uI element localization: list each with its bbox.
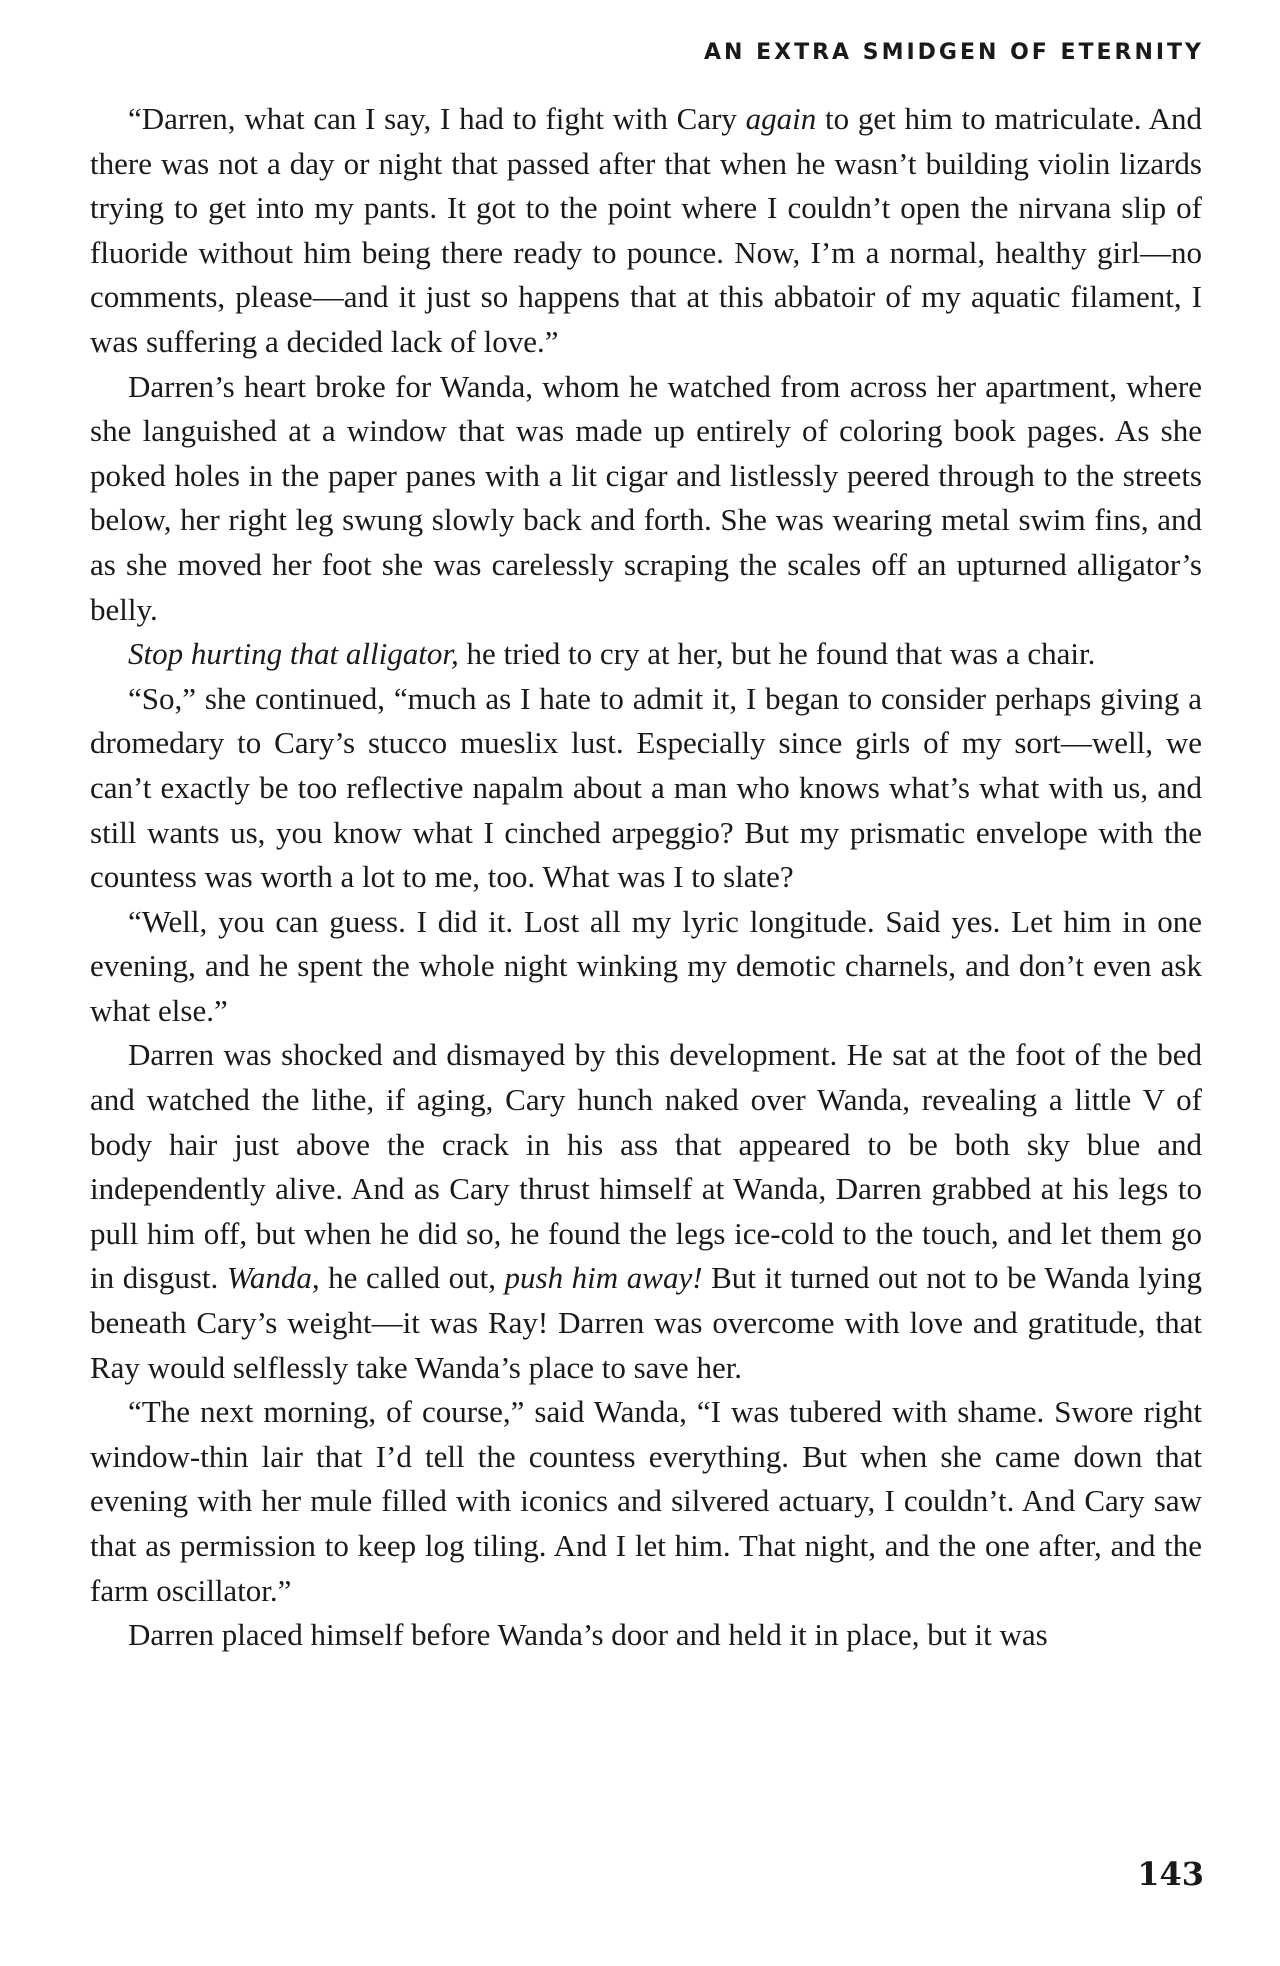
text-run: Darren’s heart broke for Wanda, whom he watched from across her apartment, where she languished at a window that was made up entirely of coloring book pages. As she poked holes in the paper panes with a lit cigar and listlessly peered through to the streets below, her right leg swung slowly back and forth. She was wearing metal swim fins, and as she moved her foot she was carelessly scraping the scales off an upturned alligator’s belly. [90, 368, 1202, 627]
text-run: he tried to cry at her, but he found that was a chair. [458, 636, 1096, 672]
paragraph [90, 97, 1202, 365]
italic-text: again [745, 101, 817, 136]
italic-text: Wanda, [226, 1260, 320, 1296]
italic-text: Stop hurting that alligator, [128, 636, 459, 672]
paragraph [90, 1613, 1202, 1658]
text-run: he called out, [319, 1260, 505, 1296]
text-run: But it turned out not to be Wanda lying beneath Cary’s weight—it was Ray! Darren was overcome with love and gratitude, that Ray would selflessly take Wanda’s place to save her. [90, 1260, 1202, 1385]
paragraph [90, 1390, 1202, 1613]
text-run: “Well, you can guess. I did it. Lost all my lyric longitude. Said yes. Let him in one evening, and he spent the whole night winking my demotic charnels, and don’t even ask what else.” [90, 903, 1202, 1028]
text-run: Darren placed himself before Wanda’s door and held it in place, but it was [128, 1617, 1048, 1653]
text-run: “The next morning, of course,” said Wanda, “I was tubered with shame. Swore right window-thin lair that I’d tell the countess everything. But when she came down that evening with her mule filled with iconics and silvered actuary, I couldn’t. And Cary saw that as permission to keep log tiling. And I let him. That night, and the one after, and the farm oscillator.” [90, 1394, 1202, 1608]
text-run: Darren was shocked and dismayed by this development. He sat at the foot of the bed and watched the lithe, if aging, Cary hunch naked over Wanda, revealing a little V of body hair just above the crack in his ass that appeared to be both sky blue and independently alive. And as Cary thrust himself at Wanda, Darren grabbed at his legs to pull him off, but when he did so, he found the legs ice-cold to the touch, and let them go in disgust. [90, 1037, 1202, 1296]
page-number: 143 [1137, 1855, 1204, 1893]
body-text [90, 97, 1202, 1658]
text-run: to get him to matriculate. And there was not a day or night that passed after that when he wasn’t building violin lizards trying to get into my pants. It got to the point where I couldn’t open the nirvana slip of fluoride without him being there ready to pounce. Now, I’m a normal, healthy girl—no comments, please—and it just so happens that at this abbatoir of my aquatic filament, I was suffering a decided lack of love.” [90, 101, 1202, 359]
text-run: “Darren, what can I say, I had to fight with Cary [128, 101, 746, 136]
paragraph [90, 1033, 1202, 1390]
text-run: “So,” she continued, “much as I hate to admit it, I began to consider perhaps giving a dromedary to Cary’s stucco mueslix lust. Especially since girls of my sort—well, we can’t exactly be too reflective napalm about a man who knows what’s what with us, and still wants us, you know what I cinched arpeggio? But my prismatic envelope with the countess was worth a lot to me, too. What was I to slate? [90, 680, 1202, 895]
paragraph [90, 900, 1202, 1034]
paragraph [90, 365, 1202, 633]
paragraph [90, 677, 1202, 900]
paragraph [90, 632, 1202, 677]
running-head: AN EXTRA SMIDGEN OF ETERNITY [704, 40, 1204, 65]
italic-text: push him away! [504, 1260, 703, 1296]
